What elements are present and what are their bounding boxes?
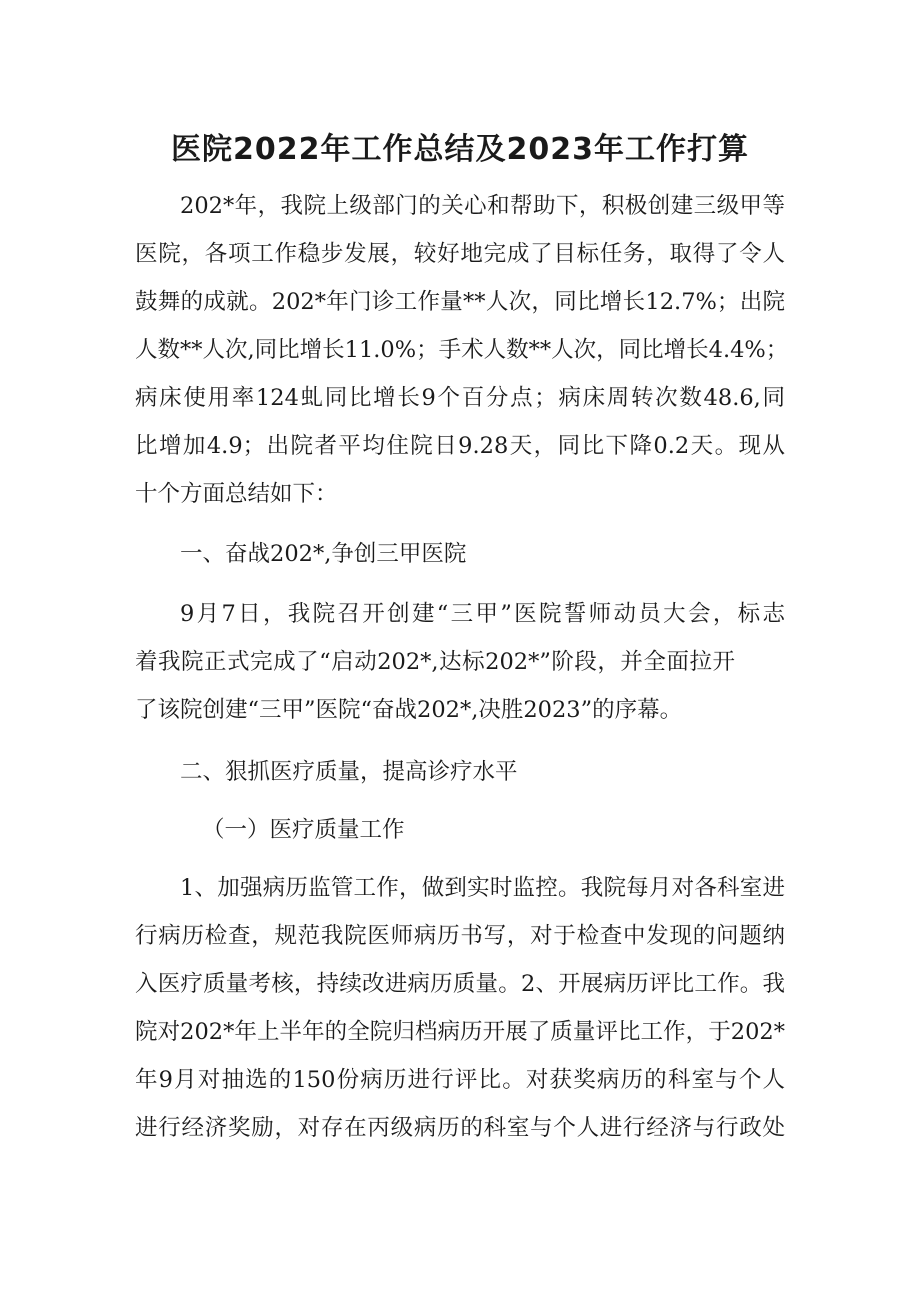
section-2-line: 院对202*年上半年的全院归档病历开展了质量评比工作，于202* xyxy=(135,1019,785,1045)
intro-line: 鼓舞的成就。202*年门诊工作量**人次，同比增长12.7%；出院 xyxy=(135,289,785,315)
intro-line: 比增加4.9；出院者平均住院日9.28天，同比下降0.2天。现从 xyxy=(135,433,785,459)
document-title: 医院2022年工作总结及2023年工作打算 xyxy=(171,132,749,167)
section-1-line: 着我院正式完成了“启动202*,达标202*”阶段，并全面拉开 xyxy=(135,649,735,675)
section-2-line: 行病历检查，规范我院医师病历书写，对于检查中发现的问题纳 xyxy=(135,923,785,949)
section-2-line: 1、加强病历监管工作，做到实时监控。我院每月对各科室进 xyxy=(180,875,785,901)
section-2-heading: 二、狠抓医疗质量，提高诊疗水平 xyxy=(180,759,518,785)
section-2-line: 年9月对抽选的150份病历进行评比。对获奖病历的科室与个人 xyxy=(135,1067,785,1093)
intro-line: 人数**人次,同比增长11.0%；手术人数**人次，同比增长4.4%； xyxy=(135,337,789,363)
section-2-line: 入医疗质量考核，持续改进病历质量。2、开展病历评比工作。我 xyxy=(135,971,785,997)
intro-line: 202*年，我院上级部门的关心和帮助下，积极创建三级甲等 xyxy=(180,193,785,219)
section-2-subheading: （一）医疗质量工作 xyxy=(202,817,405,843)
section-2-line: 进行经济奖励，对存在丙级病历的科室与个人进行经济与行政处 xyxy=(135,1115,785,1141)
section-1-heading: 一、奋战202*,争创三甲医院 xyxy=(180,541,467,567)
section-1-line: 了该院创建“三甲”医院“奋战202*,决胜2023”的序幕。 xyxy=(135,697,683,723)
intro-line: 病床使用率124虬同比增长9个百分点；病床周转次数48.6,同 xyxy=(135,385,785,411)
intro-line: 医院，各项工作稳步发展，较好地完成了目标任务，取得了令人 xyxy=(135,241,785,267)
section-1-line: 9月7日，我院召开创建“三甲”医院誓师动员大会，标志 xyxy=(180,601,785,627)
intro-line: 十个方面总结如下： xyxy=(135,481,338,507)
